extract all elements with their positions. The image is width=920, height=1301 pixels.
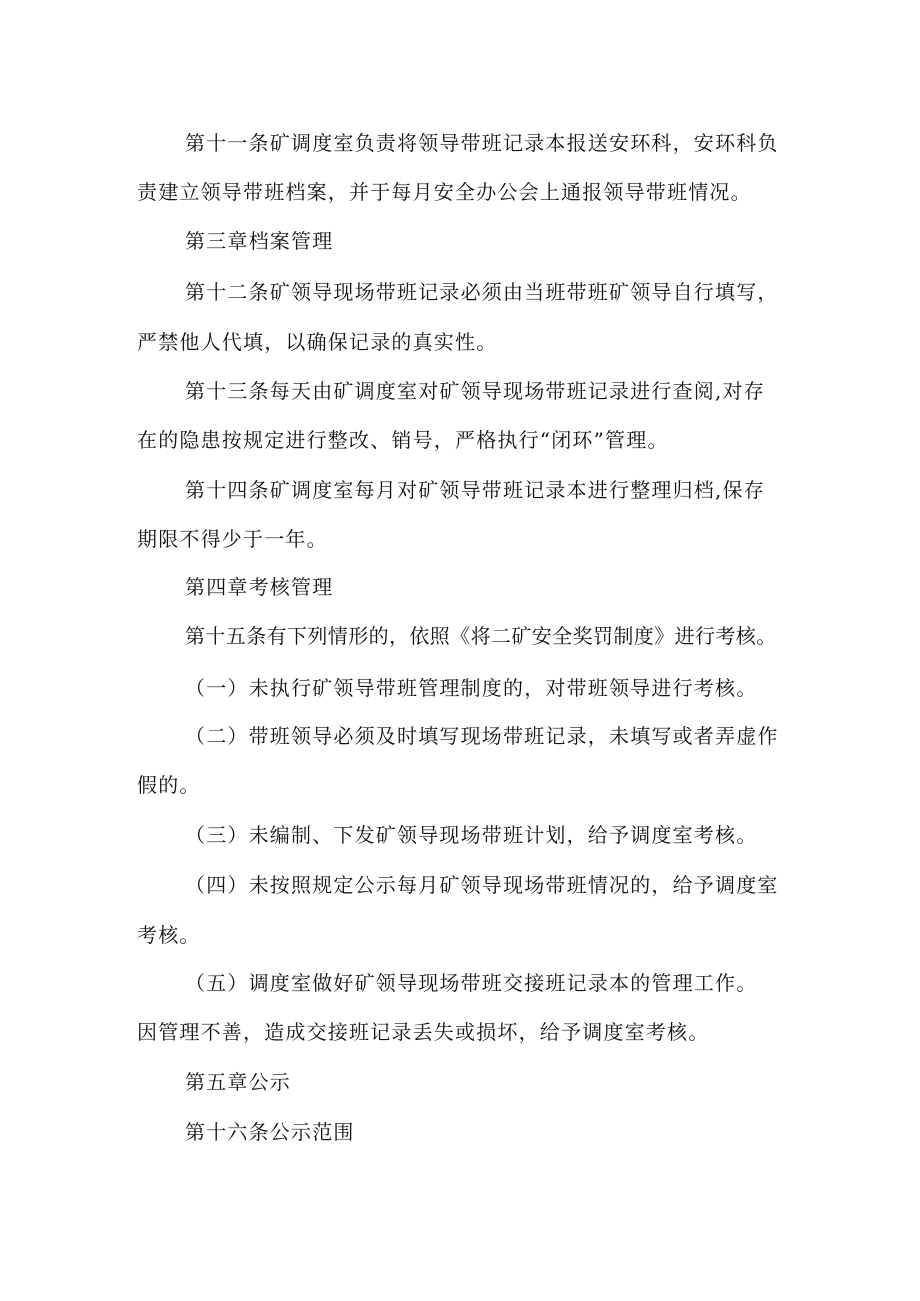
paragraph-article-15: 第十五条有下列情形的，依照《将二矿安全奖罚制度》进行考核。 <box>185 624 777 648</box>
paragraph-article-12-line-1: 第十二条矿领导现场带班记录必须由当班带班矿领导自行填写， <box>185 280 779 304</box>
list-item-4-line-1: （四）未按照规定公示每月矿领导现场带班情况的，给予调度室 <box>185 873 779 897</box>
list-item-2-line-1: （二）带班领导必须及时填写现场带班记录，未填写或者弄虚作 <box>185 724 779 748</box>
paragraph-article-16: 第十六条公示范围 <box>185 1120 355 1144</box>
chapter-4-heading: 第四章考核管理 <box>185 575 334 599</box>
paragraph-article-13-line-1: 第十三条每天由矿调度室对矿领导现场带班记录进行查阅,对存 <box>185 379 765 403</box>
list-item-4-line-2: 考核。 <box>137 923 201 947</box>
paragraph-article-14-line-1: 第十四条矿调度室每月对矿领导带班记录本进行整理归档,保存 <box>185 478 765 502</box>
paragraph-article-13-line-2: 在的隐患按规定进行整改、销号，严格执行“闭环”管理。 <box>137 428 669 452</box>
paragraph-article-11-line-2: 责建立领导带班档案，并于每月安全办公会上通报领导带班情况。 <box>137 180 752 204</box>
list-item-3: （三）未编制、下发矿领导现场带班计划，给予调度室考核。 <box>185 823 758 847</box>
chapter-3-heading: 第三章档案管理 <box>185 229 334 253</box>
paragraph-article-14-line-2: 期限不得少于一年。 <box>137 527 328 551</box>
list-item-5-line-1: （五）调度室做好矿领导现场带班交接班记录本的管理工作。 <box>185 971 758 995</box>
list-item-1: （一）未执行矿领导带班管理制度的，对带班领导进行考核。 <box>185 676 758 700</box>
paragraph-article-11-line-1: 第十一条矿调度室负责将领导带班记录本报送安环科，安环科负 <box>185 131 779 155</box>
chapter-5-heading: 第五章公示 <box>185 1070 291 1094</box>
list-item-2-line-2: 假的。 <box>137 773 201 797</box>
list-item-5-line-2: 因管理不善，造成交接班记录丢失或损坏，给予调度室考核。 <box>137 1020 710 1044</box>
paragraph-article-12-line-2: 严禁他人代填，以确保记录的真实性。 <box>137 330 498 354</box>
